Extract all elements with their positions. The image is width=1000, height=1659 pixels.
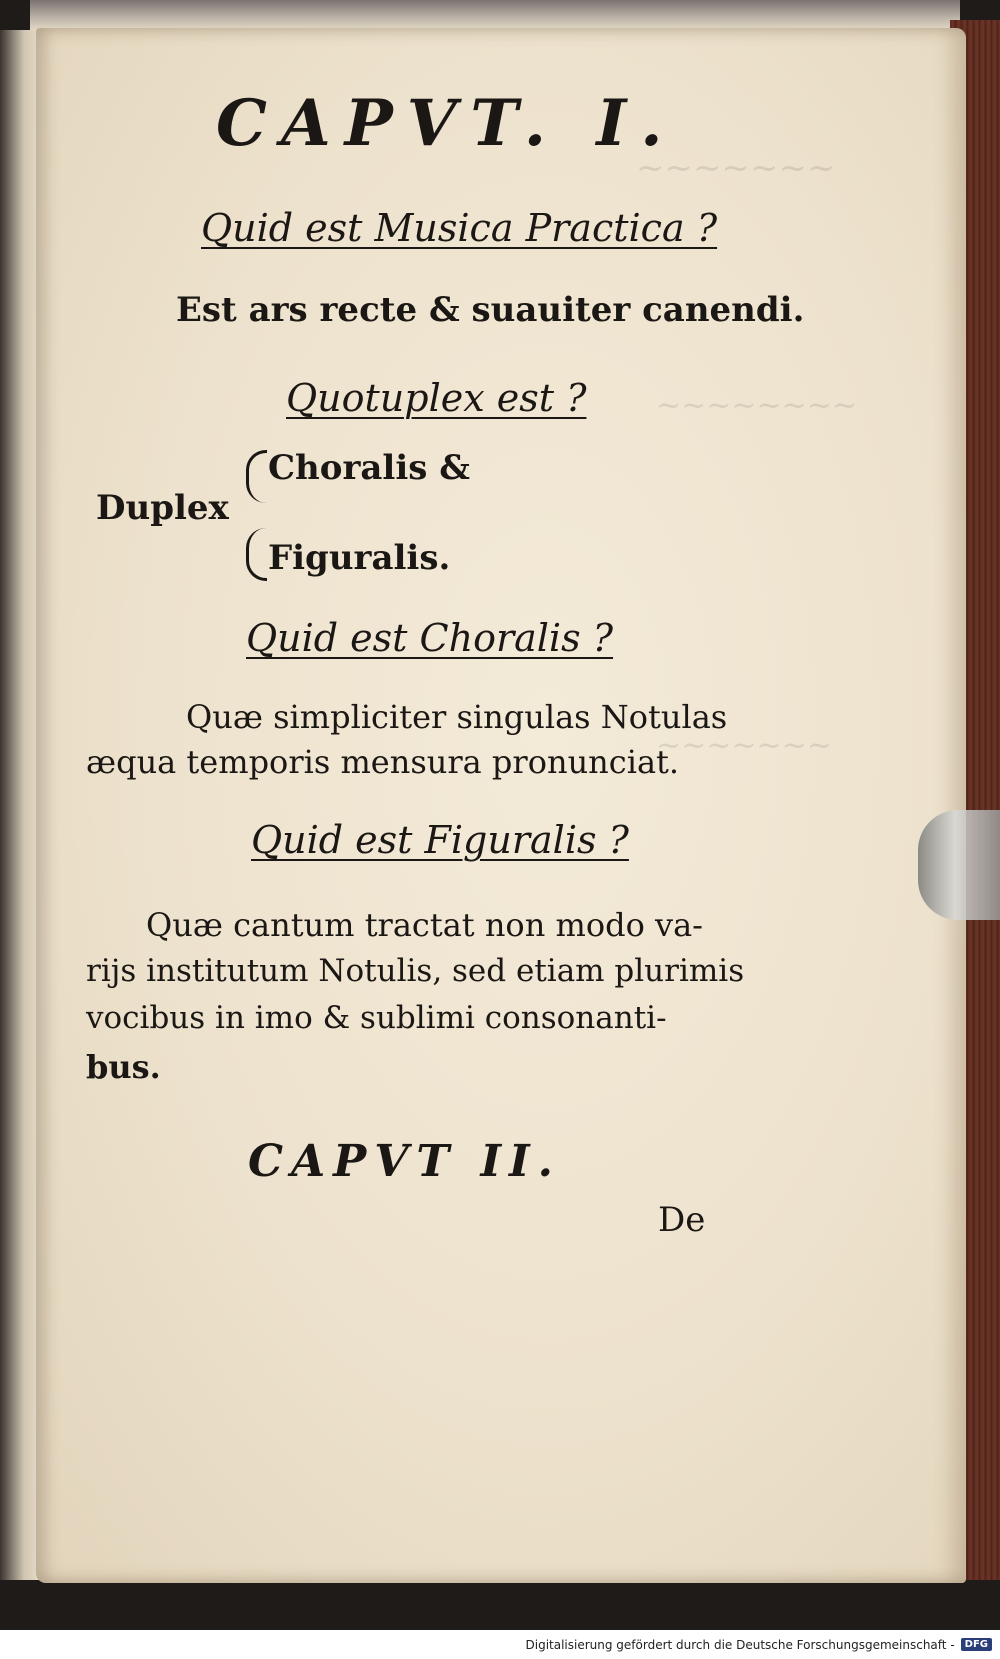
duplex-label: Duplex <box>96 488 229 528</box>
chapter-heading: CAPVT. I. <box>216 86 677 161</box>
question-musica-practica: Quid est Musica Practica ? <box>201 206 718 250</box>
catchword: De <box>658 1200 706 1240</box>
question-choralis: Quid est Choralis ? <box>246 616 614 660</box>
answer-figuralis-line: vocibus in imo & sublimi consonanti- <box>86 1000 667 1036</box>
book-page <box>36 28 966 1583</box>
digitization-footer <box>0 1630 1000 1659</box>
book-left-edge <box>0 30 40 1580</box>
answer-choralis-line: æqua temporis mensura pronunciat. <box>86 743 680 781</box>
show-through: ~~~~~~~ <box>656 728 832 763</box>
answer-figuralis-line: bus. <box>86 1048 161 1086</box>
show-through: ~~~~~~~~ <box>656 388 858 423</box>
brace-bottom <box>246 528 267 581</box>
duplex-option-figuralis: Figuralis. <box>268 538 451 578</box>
footer-credit: Digitalisierung gefördert durch die Deutsche Forschungsgemeinschaft - <box>525 1637 955 1652</box>
book-top-edge <box>30 0 960 30</box>
page-clip <box>918 810 1000 920</box>
answer-musica-practica: Est ars recte & suauiter canendi. <box>176 290 805 330</box>
brace-top <box>246 450 267 503</box>
answer-figuralis-line: rijs institutum Notulis, sed etiam plurimis <box>86 953 745 989</box>
question-figuralis: Quid est Figuralis ? <box>251 818 629 862</box>
answer-choralis-line: Quæ simpliciter singulas Notulas <box>186 698 728 736</box>
show-through: ~~~~~~~ <box>636 148 836 188</box>
chapter-heading-2: CAPVT II. <box>248 1136 561 1187</box>
dfg-logo-icon: DFG <box>961 1638 992 1651</box>
duplex-option-choralis: Choralis & <box>268 448 470 488</box>
answer-figuralis-line: Quæ cantum tractat non modo va- <box>146 906 703 944</box>
question-quotuplex: Quotuplex est ? <box>286 376 587 420</box>
